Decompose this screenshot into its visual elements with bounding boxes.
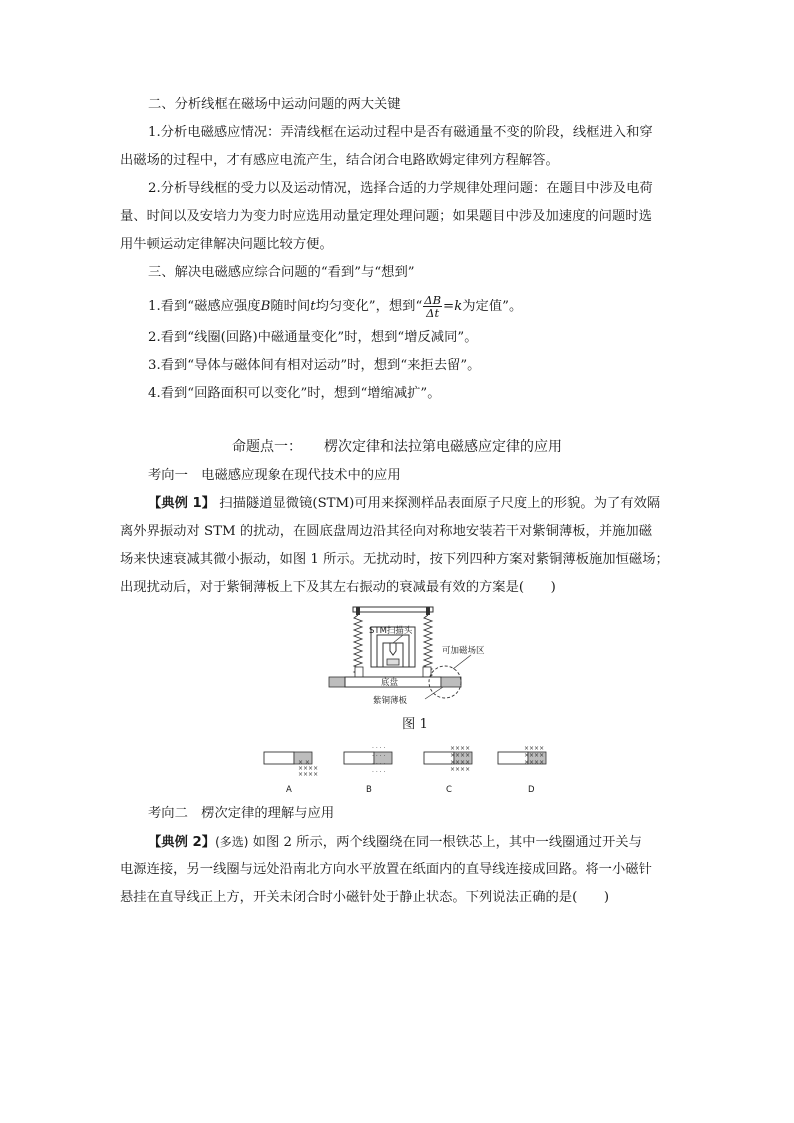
topic-label: 命题点一： xyxy=(232,439,302,455)
svg-text:· · · ·: · · · · xyxy=(372,745,386,752)
svg-text:××××: ×××× xyxy=(450,752,471,759)
example1-tag: 【典例 1】 xyxy=(148,496,216,511)
section3-item3: 3.看到“导体与磁体间有相对运动”时，想到“来拒去留”。 xyxy=(148,358,481,373)
section2-p2-line1: 2.分析导线框的受力以及运动情况，选择合适的力学规律处理问题：在题目中涉及电荷 xyxy=(148,181,653,196)
section3-heading: 三、解决电磁感应综合问题的“看到”与“想到” xyxy=(148,265,415,280)
example2-line2: 电源连接，另一线圈与远处沿南北方向水平放置在纸面内的直导线连接成回路。将一小磁针 xyxy=(120,862,652,877)
svg-text:××××: ×××× xyxy=(524,745,545,752)
figure1-diagram xyxy=(325,605,490,710)
option-b-diagram xyxy=(344,745,392,776)
option-c-label: C xyxy=(446,785,452,795)
item1-text-b: 随时间 xyxy=(270,299,311,314)
fraction-numerator: ΔB xyxy=(424,293,442,307)
field-region-label: 可加磁场区 xyxy=(442,646,485,656)
figure1-options xyxy=(258,744,558,796)
topic-title: 楞次定律和法拉第电磁感应定律的应用 xyxy=(324,439,562,455)
item1-text-c: 均匀变化”，想到“ xyxy=(315,299,423,314)
svg-text:××××: ×××× xyxy=(524,759,545,766)
section2-heading: 二、分析线框在磁场中运动问题的两大关键 xyxy=(148,97,401,112)
direction1-label: 考向一 电磁感应现象在现代技术中的应用 xyxy=(148,468,401,483)
plate-label: 紫铜薄板 xyxy=(373,696,408,706)
example1-line4: 出现扰动后，对于紫铜薄板上下及其左右振动的衰减最有效的方案是( ) xyxy=(120,580,556,595)
fraction-denominator: Δt xyxy=(426,306,440,320)
svg-text:××××: ×××× xyxy=(450,745,471,752)
svg-text:× ×: × × xyxy=(298,759,310,766)
item1-var-t: t xyxy=(310,299,316,314)
option-d-diagram xyxy=(498,745,546,766)
section2-p1-line2: 出磁场的过程中，才有感应电流产生，结合闭合电路欧姆定律列方程解答。 xyxy=(120,153,559,168)
svg-text:××××: ×××× xyxy=(524,752,545,759)
topic-heading xyxy=(0,437,794,457)
stm-head-label: STM扫描头 xyxy=(369,626,413,636)
svg-text:××××: ×××× xyxy=(450,759,471,766)
example1-line1 xyxy=(0,494,794,514)
svg-text:××××: ×××× xyxy=(298,771,319,778)
delta-fraction xyxy=(423,294,442,319)
item1-var-k: k xyxy=(454,299,463,314)
option-d-label: D xyxy=(528,785,535,795)
direction2-label: 考向二 楞次定律的理解与应用 xyxy=(148,806,335,821)
item1-var-b: B xyxy=(260,299,271,314)
figure1-caption: 图 1 xyxy=(402,717,428,732)
svg-text:××××: ×××× xyxy=(298,765,319,772)
example1-line3: 场来快速衰减其微小振动，如图 1 所示。无扰动时，按下列四种方案对紫铜薄板施加恒磁场； xyxy=(120,552,669,567)
section2-p2-line2: 量、时间以及安培力为变力时应选用动量定理处理问题；如果题目中涉及加速度的问题时选 xyxy=(120,209,652,224)
item1-text-a: 1.看到“磁感应强度 xyxy=(148,299,261,314)
example1-line2: 离外界振动对 STM 的扰动，在圆底盘周边沿其径向对称地安装若干对紫铜薄板，并施加磁 xyxy=(120,524,653,539)
svg-text:· · · ·: · · · · xyxy=(372,753,386,760)
option-c-diagram xyxy=(424,745,472,773)
example2-tag: 【典例 2】 xyxy=(148,835,216,850)
option-a-label: A xyxy=(286,785,292,795)
section3-item1 xyxy=(0,294,794,319)
example2-multi: (多选) xyxy=(215,835,249,849)
example1-text1: 扫描隧道显微镜(STM)可用来探测样品表面原子尺度上的形貌。为了有效隔 xyxy=(215,496,661,511)
svg-text:· · · ·: · · · · xyxy=(372,769,386,776)
svg-text:××××: ×××× xyxy=(450,766,471,773)
item1-equals: = xyxy=(443,299,455,314)
option-b-label: B xyxy=(366,785,372,795)
section3-item4: 4.看到“回路面积可以变化”时，想到“增缩减扩”。 xyxy=(148,386,441,401)
section2-p1-line1: 1.分析电磁感应情况：弄清线框在运动过程中是否有磁通量不变的阶段，线框进入和穿 xyxy=(148,125,653,140)
item1-text-d: 为定值”。 xyxy=(462,299,523,314)
option-a-diagram xyxy=(264,752,318,778)
example2-text1: 如图 2 所示，两个线圈绕在同一根铁芯上，其中一线圈通过开关与 xyxy=(248,835,642,850)
example2-line1 xyxy=(0,832,794,853)
section3-item2: 2.看到“线圈(回路)中磁通量变化”时，想到“增反减同”。 xyxy=(148,330,478,345)
example2-line3: 悬挂在直导线正上方，开关未闭合时小磁针处于静止状态。下列说法正确的是( ) xyxy=(120,890,610,905)
svg-text:· · · ·: · · · · xyxy=(372,761,386,768)
section2-p2-line3: 用牛顿运动定律解决问题比较方便。 xyxy=(120,237,333,252)
base-label: 底盘 xyxy=(381,678,399,688)
